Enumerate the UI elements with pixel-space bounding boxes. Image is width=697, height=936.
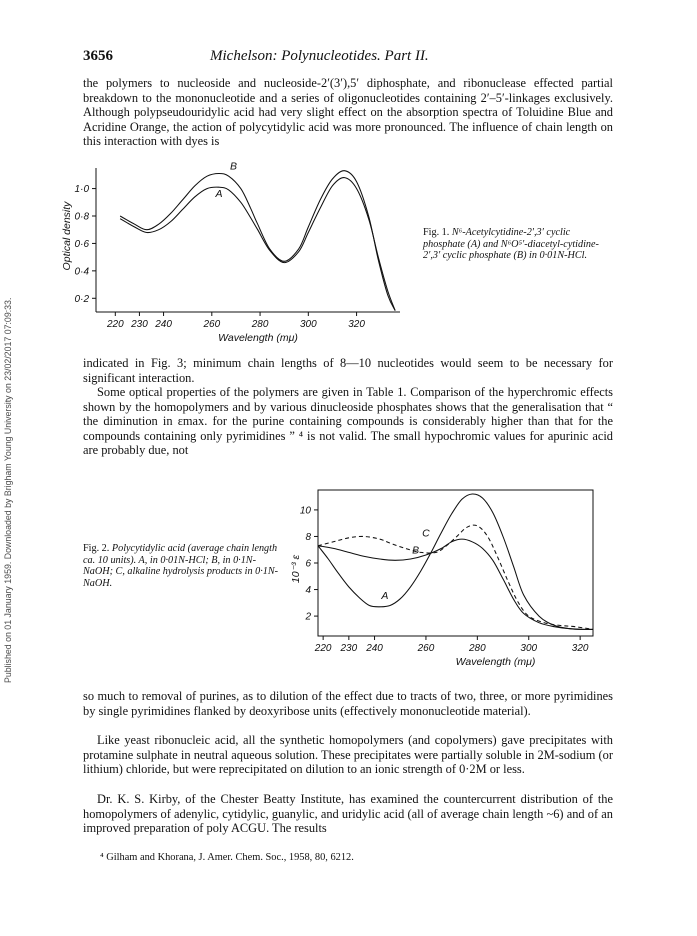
paragraph: indicated in Fig. 3; minimum chain lengths of 8—10 nucleotides would seem to be necessary for significant interaction. — [83, 356, 613, 385]
series-label-b: B — [230, 162, 238, 173]
download-note: Published on 01 January 1959. Downloaded by Brigham Young University on 23/02/2017 07:09:33. — [3, 297, 13, 683]
y-axis-label: Optical density — [61, 201, 73, 271]
y-tick-label: 0·6 — [74, 238, 89, 250]
y-tick-label: 10 — [299, 505, 311, 517]
series-line-a — [318, 494, 593, 629]
x-tick-label: 280 — [251, 319, 269, 330]
caption-label: Fig. 2. — [83, 543, 110, 554]
x-tick-label: 220 — [314, 643, 332, 654]
y-tick-label: 8 — [305, 531, 311, 543]
paragraph: the polymers to nucleoside and nucleoside-2′(3′),5′ diphosphate, and ribonuclease effected partial breakdown to the mononucleotide and a series of oligonucleotides containing 2′–5′-linkages exclusively. Although polypseudouridylic acid had very slight effect on the absorption spectra of Toluidine Blue and Acridine Orange, the action of polycytidylic acid was more pronounced. The influence of chain length on this interaction with dyes is — [83, 76, 613, 149]
x-tick-label: 260 — [203, 319, 221, 330]
series-label-a: A — [215, 187, 223, 200]
x-tick-label: 280 — [469, 643, 486, 654]
paragraph: Dr. K. S. Kirby, of the Chester Beatty Institute, has examined the countercurrent distribution of the homopolymers of adenylic, cytidylic, guanylic, and uridylic acid (all of average chain length ~6) and of an improved preparation of poly ACGU. The results — [83, 792, 613, 836]
y-tick-label: 0·8 — [74, 211, 89, 223]
series-label-b: B — [412, 544, 420, 557]
caption-label: Fig. 1. — [423, 227, 450, 238]
series-label-a: A — [381, 589, 389, 602]
y-tick-label: 1·0 — [74, 184, 89, 196]
y-tick-label: 0·4 — [74, 266, 89, 278]
figure-2-chart — [290, 484, 614, 680]
y-tick-label: 0·2 — [74, 293, 89, 305]
x-tick-label: 300 — [520, 643, 538, 654]
y-axis-label: 10⁻³ ε — [290, 554, 302, 584]
x-tick-label: 320 — [571, 643, 589, 654]
paragraph: so much to removal of purines, as to dilution of the effect due to tracts of two, three, or more pyrimidines by single pyrimidines flanked by deoxyribose units (effectively mononucleotide material). — [83, 689, 613, 718]
x-tick-label: 240 — [366, 643, 383, 654]
series-line-b — [120, 171, 395, 311]
running-title: Michelson: Polynucleotides. Part II. — [210, 48, 429, 64]
page-header — [83, 48, 613, 68]
series-label-c: C — [422, 527, 430, 540]
x-tick-label: 320 — [348, 319, 365, 330]
page-number: 3656 — [83, 48, 113, 64]
x-tick-label: 300 — [299, 319, 317, 330]
y-tick-label: 4 — [305, 585, 311, 597]
x-tick-label: 220 — [106, 319, 124, 330]
x-tick-label: 240 — [155, 319, 172, 330]
plot-frame — [318, 490, 593, 636]
paragraph: Some optical properties of the polymers are given in Table 1. Comparison of the hyperchromic effects shown by the homopolymers and by various dinucleoside phosphates shows that the generalisation that “ the diminution in εmax. for the purine containing compounds is considerably higher than that for the compounds containing only pyrimidines ” ⁴ is not valid. The small hypochromic values for apurinic acid are probably due, not — [83, 385, 613, 458]
x-axis-label: Wavelength (mμ) — [455, 656, 536, 668]
paragraph: Like yeast ribonucleic acid, all the synthetic homopolymers (and copolymers) gave precipitates with protamine sulphate in neutral aqueous solution. These precipitates were partially soluble in 2M-sodium (or lithium) chloride, but were reprecipitated on dilution to an ionic strength of 0·2M or less. — [83, 733, 613, 777]
figure-1-caption — [423, 227, 613, 262]
y-tick-label: 6 — [305, 558, 311, 570]
caption-text: Polycytidylic acid (average chain length ca. 10 units). A, in 0·01N-HCl; B, in 0·1N-NaOH; C, alkaline hydrolysis products in 0·1N-NaOH. — [83, 543, 279, 589]
figure-1-chart — [56, 162, 412, 352]
x-tick-label: 230 — [131, 319, 148, 330]
x-axis-label: Wavelength (mμ) — [218, 332, 298, 344]
caption-text: N⁶-Acetylcytidine-2′,3′ cyclic phosphate (A) and N⁶O⁵′-diacetyl-cytidine-2′,3′ cyclic phosphate (B) in 0·01N-HCl. — [423, 227, 599, 262]
x-tick-label: 230 — [340, 643, 358, 654]
x-tick-label: 260 — [417, 643, 435, 654]
figure-2-caption — [83, 543, 283, 589]
footnote: ⁴ Gilham and Khorana, J. Amer. Chem. Soc., 1958, 80, 6212. — [100, 852, 354, 863]
series-line-b — [318, 539, 593, 629]
y-tick-label: 2 — [305, 611, 311, 623]
series-line-a — [120, 178, 395, 311]
